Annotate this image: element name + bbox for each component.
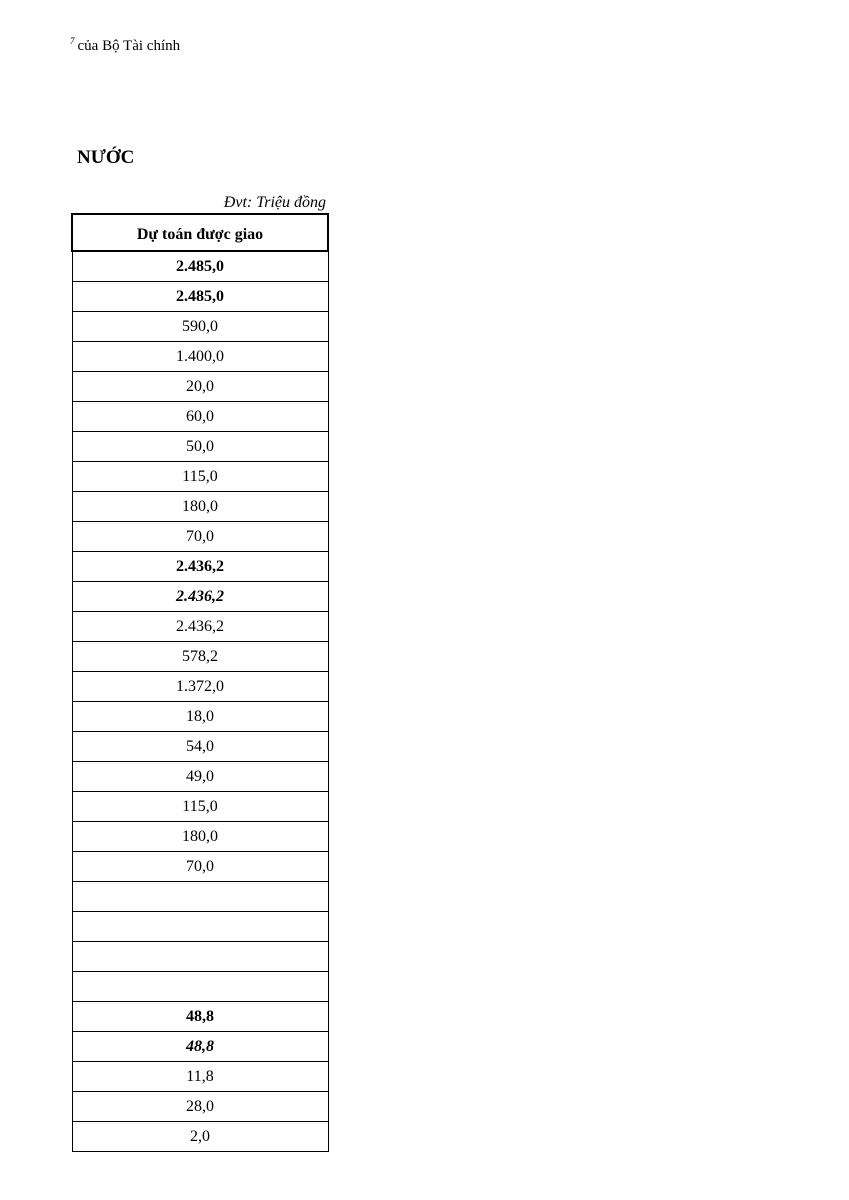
- table-row: [72, 582, 328, 612]
- column-header-allocated-budget: Dự toán được giao: [72, 214, 328, 251]
- table-cell-value: 28,0: [72, 1092, 328, 1122]
- table-row: [72, 251, 328, 282]
- table-cell-value: 578,2: [72, 642, 328, 672]
- table-cell-value: 115,0: [72, 462, 328, 492]
- budget-table: [71, 213, 329, 1152]
- section-title: NƯỚC: [77, 147, 135, 168]
- table-cell-value: [72, 912, 328, 942]
- table-cell-value: 50,0: [72, 432, 328, 462]
- table-cell-value: 2.485,0: [72, 251, 328, 282]
- table-row: [72, 942, 328, 972]
- table-row: [72, 732, 328, 762]
- table-row: [72, 972, 328, 1002]
- header-note-text: của Bộ Tài chính: [77, 38, 181, 54]
- table-row: [72, 1122, 328, 1152]
- table-row: [72, 852, 328, 882]
- table-cell-value: 60,0: [72, 402, 328, 432]
- unit-label: Đvt: Triệu đồng: [223, 194, 326, 211]
- table-cell-value: 18,0: [72, 702, 328, 732]
- table-cell-value: 20,0: [72, 372, 328, 402]
- table-cell-value: 70,0: [72, 522, 328, 552]
- table-cell-value: 2.485,0: [72, 282, 328, 312]
- table-body: [72, 251, 328, 1152]
- table-row: [72, 1062, 328, 1092]
- header-footnote: [70, 36, 180, 55]
- table-cell-value: 54,0: [72, 732, 328, 762]
- table-cell-value: 49,0: [72, 762, 328, 792]
- table-row: [72, 342, 328, 372]
- table-row: [72, 612, 328, 642]
- table-row: [72, 372, 328, 402]
- table-row: [72, 462, 328, 492]
- table-row: [72, 882, 328, 912]
- table-row: [72, 402, 328, 432]
- table-cell-value: 2,0: [72, 1122, 328, 1152]
- table-cell-value: 180,0: [72, 492, 328, 522]
- table-cell-value: 1.400,0: [72, 342, 328, 372]
- footnote-mark: 7: [70, 36, 75, 46]
- table-row: [72, 432, 328, 462]
- table-cell-value: 11,8: [72, 1062, 328, 1092]
- table-cell-value: 115,0: [72, 792, 328, 822]
- table-cell-value: [72, 972, 328, 1002]
- table-cell-value: 590,0: [72, 312, 328, 342]
- table-row: [72, 492, 328, 522]
- table-cell-value: 1.372,0: [72, 672, 328, 702]
- table-cell-value: 48,8: [72, 1002, 328, 1032]
- table-row: [72, 1032, 328, 1062]
- table-row: [72, 702, 328, 732]
- table-row: [72, 1092, 328, 1122]
- table-row: [72, 762, 328, 792]
- table-row: [72, 822, 328, 852]
- table-row: [72, 552, 328, 582]
- table-cell-value: 48,8: [72, 1032, 328, 1062]
- table-row: [72, 1002, 328, 1032]
- table-cell-value: 2.436,2: [72, 582, 328, 612]
- table-cell-value: 2.436,2: [72, 552, 328, 582]
- table-row: [72, 792, 328, 822]
- table-row: [72, 312, 328, 342]
- table-row: [72, 672, 328, 702]
- table-cell-value: [72, 942, 328, 972]
- table-row: [72, 522, 328, 552]
- table-row: [72, 912, 328, 942]
- table-cell-value: [72, 882, 328, 912]
- table-cell-value: 70,0: [72, 852, 328, 882]
- table-row: [72, 642, 328, 672]
- table-header-row: [72, 214, 328, 251]
- table-row: [72, 282, 328, 312]
- table-cell-value: 2.436,2: [72, 612, 328, 642]
- table-cell-value: 180,0: [72, 822, 328, 852]
